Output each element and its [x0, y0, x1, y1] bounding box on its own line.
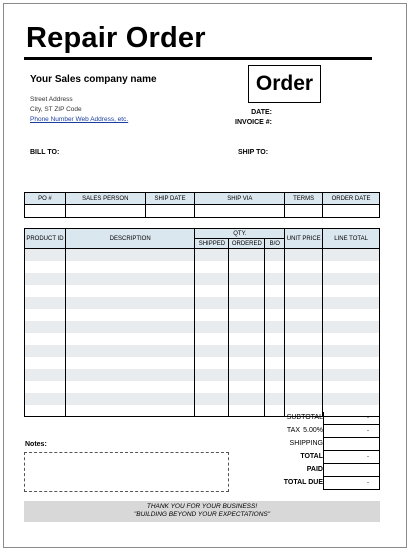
total-label: TOTAL — [300, 453, 323, 460]
ordered-header: ORDERED — [229, 239, 265, 249]
sales-person-cell[interactable] — [65, 205, 145, 218]
qty-header: QTY. — [195, 229, 285, 239]
bo-header: B/O — [265, 239, 285, 249]
items-header-row — [25, 229, 380, 239]
tax-value[interactable]: - — [323, 425, 380, 438]
subtotal-value[interactable]: - — [323, 412, 380, 425]
total-due-label: TOTAL DUE — [283, 479, 323, 486]
shipping-label: SHIPPING — [289, 440, 323, 447]
footer-thank-you: THANK YOU FOR YOUR BUSINESS! — [146, 503, 258, 510]
shipping-value[interactable] — [323, 438, 380, 451]
paid-label: PAID — [306, 466, 323, 473]
company-name: Your Sales company name — [30, 74, 157, 85]
table-row[interactable] — [25, 357, 380, 369]
ship-via-header: SHIP VIA — [195, 193, 285, 205]
table-row[interactable] — [25, 249, 380, 261]
subtotal-label: SUBTOTAL — [286, 414, 323, 421]
contact-link[interactable]: Phone Number Web Address, etc. — [30, 116, 129, 123]
sales-person-header: SALES PERSON — [65, 193, 145, 205]
info-header-row — [25, 193, 380, 205]
ship-to-label: SHIP TO: — [238, 149, 269, 156]
shipped-header: SHIPPED — [195, 239, 229, 249]
ship-via-cell[interactable] — [195, 205, 285, 218]
paid-row — [230, 464, 380, 477]
tax-row — [230, 425, 380, 438]
unit-price-header: UNIT PRICE — [285, 229, 323, 249]
notes-label: Notes: — [25, 441, 47, 448]
paid-value[interactable] — [323, 464, 380, 477]
document-title: Repair Order — [26, 22, 206, 54]
terms-cell[interactable] — [285, 205, 323, 218]
po-cell[interactable] — [25, 205, 66, 218]
table-row[interactable] — [25, 297, 380, 309]
ship-date-cell[interactable] — [145, 205, 195, 218]
title-divider — [24, 57, 372, 60]
footer-banner — [24, 501, 380, 522]
table-row[interactable] — [25, 333, 380, 345]
po-header: PO # — [25, 193, 66, 205]
total-due-value[interactable]: - — [323, 477, 380, 490]
order-date-header: ORDER DATE — [323, 193, 380, 205]
order-info-table — [24, 192, 380, 218]
table-row[interactable] — [25, 381, 380, 393]
table-row[interactable] — [25, 285, 380, 297]
total-due-row — [230, 477, 380, 490]
total-value[interactable]: - — [323, 451, 380, 464]
date-label: DATE: — [251, 109, 272, 116]
table-row[interactable] — [25, 393, 380, 405]
line-items-table — [24, 228, 380, 417]
bill-to-label: BILL TO: — [30, 149, 60, 156]
notes-field[interactable] — [24, 452, 229, 492]
shipping-row — [230, 438, 380, 451]
order-badge: Order — [248, 65, 321, 103]
table-row[interactable] — [25, 309, 380, 321]
info-value-row — [25, 205, 380, 218]
terms-header: TERMS — [285, 193, 323, 205]
tax-label: TAX — [286, 427, 300, 434]
order-date-cell[interactable] — [323, 205, 380, 218]
subtotal-row — [230, 412, 380, 425]
total-row — [230, 451, 380, 464]
invoice-label: INVOICE #: — [235, 119, 272, 126]
tax-rate: 5.00% — [303, 427, 323, 434]
city-state-zip: City, ST ZIP Code — [30, 106, 82, 113]
table-row[interactable] — [25, 345, 380, 357]
ship-date-header: SHIP DATE — [145, 193, 195, 205]
product-id-header: PRODUCT ID — [25, 229, 66, 249]
footer-slogan: "BUILDING BEYOND YOUR EXPECTATIONS" — [133, 511, 271, 518]
street-address: Street Address — [30, 96, 73, 103]
table-row[interactable] — [25, 261, 380, 273]
table-row[interactable] — [25, 321, 380, 333]
table-row[interactable] — [25, 369, 380, 381]
table-row[interactable] — [25, 273, 380, 285]
description-header: DESCRIPTION — [65, 229, 194, 249]
line-total-header: LINE TOTAL — [323, 229, 380, 249]
